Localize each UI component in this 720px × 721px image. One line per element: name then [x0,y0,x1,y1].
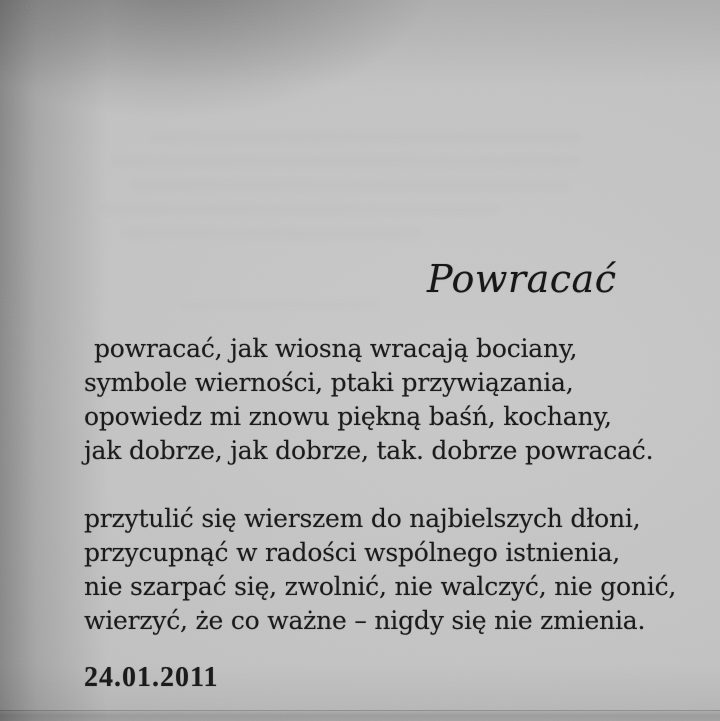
showthrough-smudge [100,204,500,215]
poem-stanza-2 [84,502,676,638]
showthrough-smudge [130,180,570,191]
showthrough-smudge [110,156,580,167]
showthrough-smudge [120,228,420,239]
poem-line: jak dobrze, jak dobrze, tak. dobrze powracać. [84,436,654,465]
poem-title: Powracać [427,257,617,301]
poem-line: przycupnąć w radości wspólnego istnienia, [84,538,621,567]
poem-line: wierzyć, że co ważne – nigdy się nie zmienia. [84,606,646,635]
poem-line: symbole wierności, ptaki przywiązania, [84,368,574,397]
poem-stanza-1 [84,332,653,468]
poem-line: przytulić się wierszem do najbielszych dłoni, [84,504,641,533]
showthrough-smudge [180,300,380,310]
poem-line: opowiedz mi znowu piękną baśń, kochany, [84,402,612,431]
poem-line: nie szarpać się, zwolnić, nie walczyć, nie gonić, [84,572,677,601]
showthrough-smudge [150,132,580,143]
poem-line: powracać, jak wiosną wracają bociany, [94,334,578,363]
poem-date: 24.01.2011 [84,662,219,693]
page-bottom-edge [0,710,720,721]
